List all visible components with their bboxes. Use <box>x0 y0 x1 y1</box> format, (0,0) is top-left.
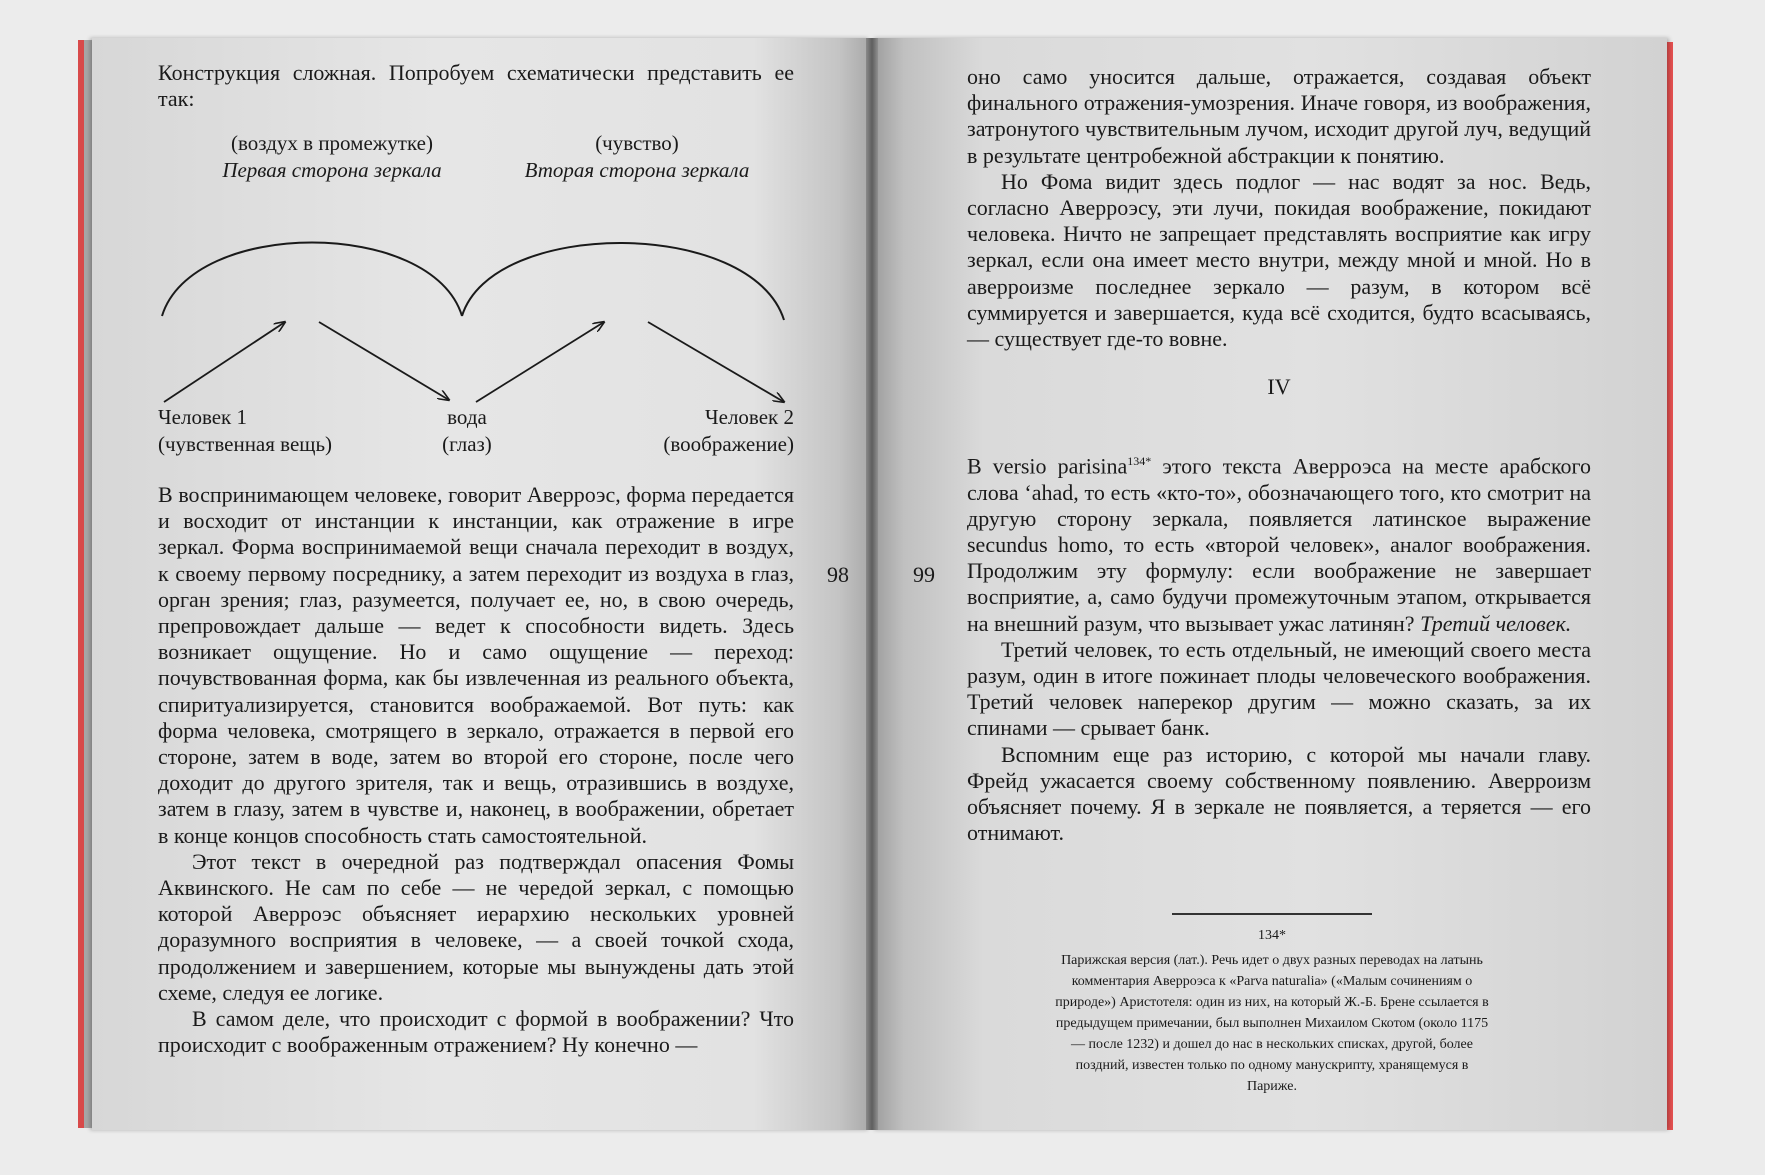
right-paragraph-4: Третий человек, то есть отдельный, не имеющий своего места разум, один в итоге пожинает плоды человеческого воображения. Третий человек наперекор другим — можно сказать, за их спинами — срывает банк. <box>967 636 1591 741</box>
mirror-side-1-title: Первая сторона зеркала <box>222 158 442 182</box>
node-water <box>392 404 542 458</box>
p3-start: В versio parisina <box>967 453 1128 479</box>
mirror-diagram <box>152 208 802 408</box>
p3-italic: Третий человек. <box>1420 610 1572 636</box>
right-page <box>872 38 1667 1130</box>
footnote-divider <box>1172 913 1372 915</box>
node-person-2 <box>612 404 794 458</box>
left-paragraph-3: В самом деле, что происходит с формой в воображении? Что происходит с воображенным отражением? Ну конечно — <box>158 1006 794 1058</box>
intro-paragraph: Конструкция сложная. Попробуем схематически представить ее так: <box>158 60 794 112</box>
mirror-side-2-label <box>487 130 787 184</box>
node-person-1-name: Человек 1 <box>158 405 248 429</box>
right-paragraph-1: оно само уносится дальше, отражается, создавая объект финального отражения-умозрения. Иначе говоря, из воображения, затронутого чувствительным лучом, исходит другой луч, ведущий в результате центробежной абстракции к понятию. <box>967 64 1591 168</box>
node-person-1-note: (чувственная вещь) <box>158 432 333 456</box>
right-paragraph-3 <box>967 448 1591 637</box>
footnote-ref[interactable]: 134* <box>1127 454 1152 468</box>
right-body-text-1 <box>967 64 1591 352</box>
page-number-left: 98 <box>827 562 849 587</box>
mirror-arc-2 <box>462 243 784 320</box>
right-paragraph-2: Но Фома видит здесь подлог — нас водят за нос. Ведь, согласно Аверроэсу, эти лучи, покидая воображение, покидают человека. Ничто не запрещает представлять восприятие как игру зеркал, если она имеет место внутри, между мной и мной. Но в аверроизме последнее зеркало — разум, в котором всё суммируется и завершается, куда всё сходится, будто всасываясь, — существует где-то вовне. <box>967 168 1591 352</box>
left-page <box>92 38 870 1130</box>
footnote-number: 134* <box>1258 928 1286 943</box>
node-person-2-name: Человек 2 <box>704 405 794 429</box>
footnote-text: Парижская версия (лат.). Речь идет о двух разных переводах на латынь комментария Аверроэса к «Parva naturalia» («Малым сочинениям о природе») Аристотеля: один из них, на который Ж.-Б. Брене ссылается в предыдущем примечании, был выполнен Михаилом Скотом (около 1175 — после 1232) и дошел до нас в нескольких списках, другой, более поздний, известен только по одному манускрипту, хранящемуся в Париже. <box>1055 953 1489 1094</box>
p3-middle: этого текста Аверроэса на месте арабского слова ‘ahad, то есть «кто-то», обозначающего того, кто смотрит на другую сторону зеркала, появляется латинское выражение secundus homo, то есть «второй человек», аналог воображения. Продолжим эту формулу: если воображение не завершает восприятие, а, само будучи промежуточным этапом, открывается на внешний разум, что вызывает ужас латинян? <box>967 453 1591 636</box>
left-body-text <box>158 482 794 1058</box>
left-paragraph-1: В воспринимающем человеке, говорит Аверроэс, форма передается и восходит от инстанции к инстанции, как отражение в игре зеркал. Форма воспринимаемой вещи сначала переходит в воздух, к своему первому посреднику, а затем переходит из воздуха в глаз, орган зрения; глаз, разумеется, получает ее, но, в свою очередь, препровождает дальше — ведет к способности видеть. Здесь возникает ощущение. Но и само ощущение — переход: почувствованная форма, как бы извлеченная из реального объекта, спиритуализируется, становится воображаемой. Вот путь: как форма человека, смотрящего в зеркало, отражается в первой его стороне, затем в воде, затем во второй его стороне, после чего доходит до другого зрителя, так и вещь, отразившись в воздухе, затем в глазу, затем в чувстве и, наконец, в воображении, обретает в конце концов способность стать самостоятельной. <box>158 482 794 848</box>
arrow-3 <box>476 322 604 402</box>
node-person-1 <box>158 404 332 458</box>
left-paragraph-2: Этот текст в очередной раз подтверждал опасения Фомы Аквинского. Не сам по себе — не чередой зеркал, с помощью которой Аверроэс объясняет иерархию нескольких уровней доразумного восприятия в человеке, — а своей точкой схода, продолжением и завершением, которые мы вынуждены дать этой схеме, следуя ее логике. <box>158 848 794 1005</box>
mirror-arc-1 <box>162 243 462 317</box>
left-intro-text <box>158 60 794 112</box>
right-paragraph-5: Вспомним еще раз историю, с которой мы начали главу. Фрейд ужасается своему собственному появлению. Аверроизм объясняет почему. Я в зеркале не появляется, а теряется — его отнимают. <box>967 741 1591 846</box>
node-person-2-note: (воображение) <box>663 432 794 456</box>
mirror-side-1-label <box>182 130 482 184</box>
mirror-side-2-title: Вторая сторона зеркала <box>524 158 750 182</box>
book-gutter <box>866 38 878 1130</box>
page-number-right: 99 <box>913 562 935 587</box>
node-water-name: вода <box>447 405 487 429</box>
chapter-heading: IV <box>1267 374 1291 399</box>
arrow-4 <box>648 322 784 402</box>
arrow-1 <box>164 322 285 402</box>
mirror-side-2-note: (чувство) <box>595 131 679 155</box>
mirror-side-1-note: (воздух в промежутке) <box>231 131 433 155</box>
arrow-2 <box>319 322 449 400</box>
right-body-text-2 <box>967 448 1591 846</box>
node-water-note: (глаз) <box>442 432 492 456</box>
